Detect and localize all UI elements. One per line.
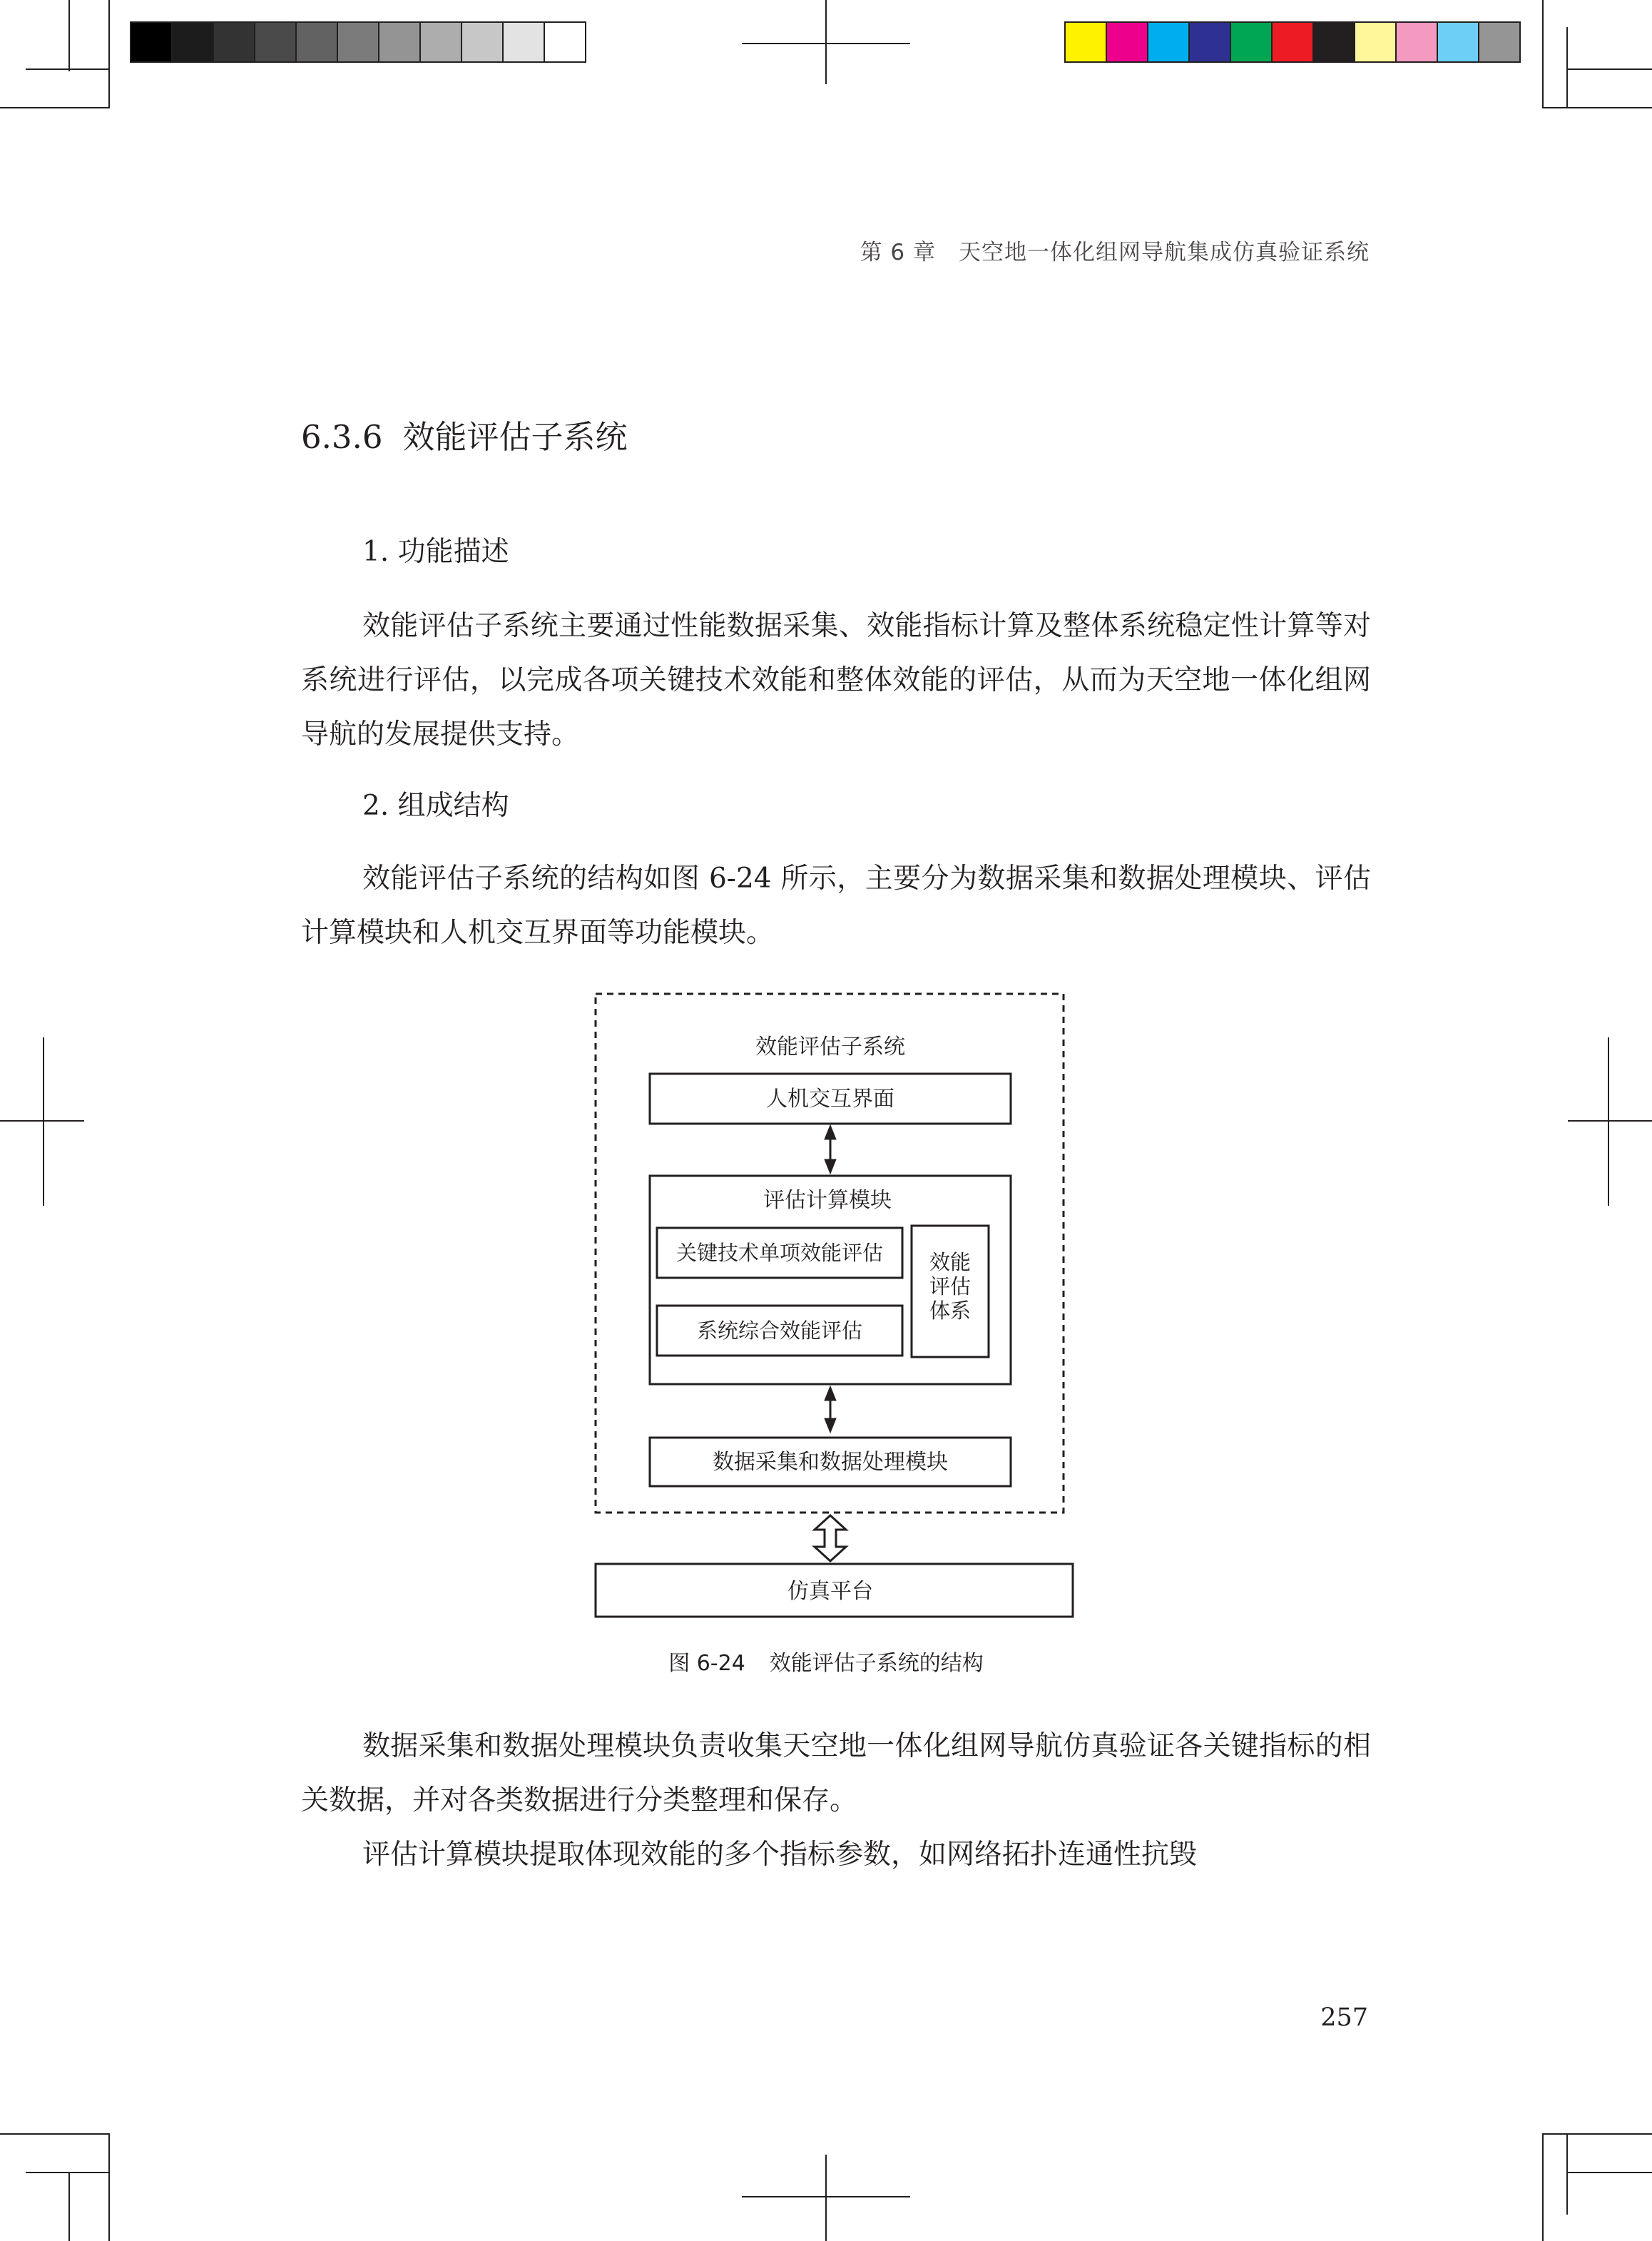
system-eval-label: 系统综合效能评估 [696, 1318, 863, 1343]
page-number: 257 [1320, 2003, 1368, 2032]
hmi-label: 人机交互界面 [766, 1087, 894, 1112]
eval-module-label: 评估计算模块 [763, 1188, 892, 1213]
caption-number: 图 6-24 [668, 1651, 745, 1676]
caption-title: 效能评估子系统的结构 [769, 1651, 984, 1676]
section-number: 6.3.6 [301, 418, 383, 456]
subsection-heading-function: 1. 功能描述 [362, 536, 509, 568]
eval-system-line-2: 评估 [929, 1274, 972, 1299]
paragraph-eval-module: 评估计算模块提取体现效能的多个指标参数，如网络拓扑连通性抗毁 [362, 1839, 1198, 1871]
data-module-label: 数据采集和数据处理模块 [713, 1450, 948, 1475]
platform-label: 仿真平台 [787, 1579, 873, 1604]
eval-system-line-3: 体系 [929, 1299, 972, 1323]
section-title: 效能评估子系统 [402, 418, 628, 456]
running-header: 第 6 章 天空地一体化组网导航集成仿真验证系统 [860, 240, 1370, 265]
subsection-heading-structure: 2. 组成结构 [362, 790, 509, 822]
hollow-double-arrow-icon [815, 1515, 846, 1561]
figure-caption [0, 1645, 1652, 1677]
paragraph-function-description: 效能评估子系统主要通过性能数据采集、效能指标计算及整体系统稳定性计算等对系统进行评估，以完成各项关键技术效能和整体效能的评估，从而为天空地一体化组网导航的发展提供支持。 [301, 610, 1371, 751]
paragraph-data-module: 数据采集和数据处理模块负责收集天空地一体化组网导航仿真验证各关键指标的相关数据，并对各类数据进行分类整理和保存。 [301, 1730, 1371, 1816]
double-arrow-icon [825, 1125, 836, 1174]
eval-system-line-1: 效能 [929, 1250, 972, 1274]
double-arrow-icon [825, 1386, 836, 1433]
subsystem-label: 效能评估子系统 [755, 1035, 905, 1059]
key-tech-label: 关键技术单项效能评估 [675, 1241, 884, 1265]
paragraph-structure: 效能评估子系统的结构如图 6-24 所示，主要分为数据采集和数据处理模块、评估计算模块和人机交互界面等功能模块。 [301, 863, 1371, 949]
